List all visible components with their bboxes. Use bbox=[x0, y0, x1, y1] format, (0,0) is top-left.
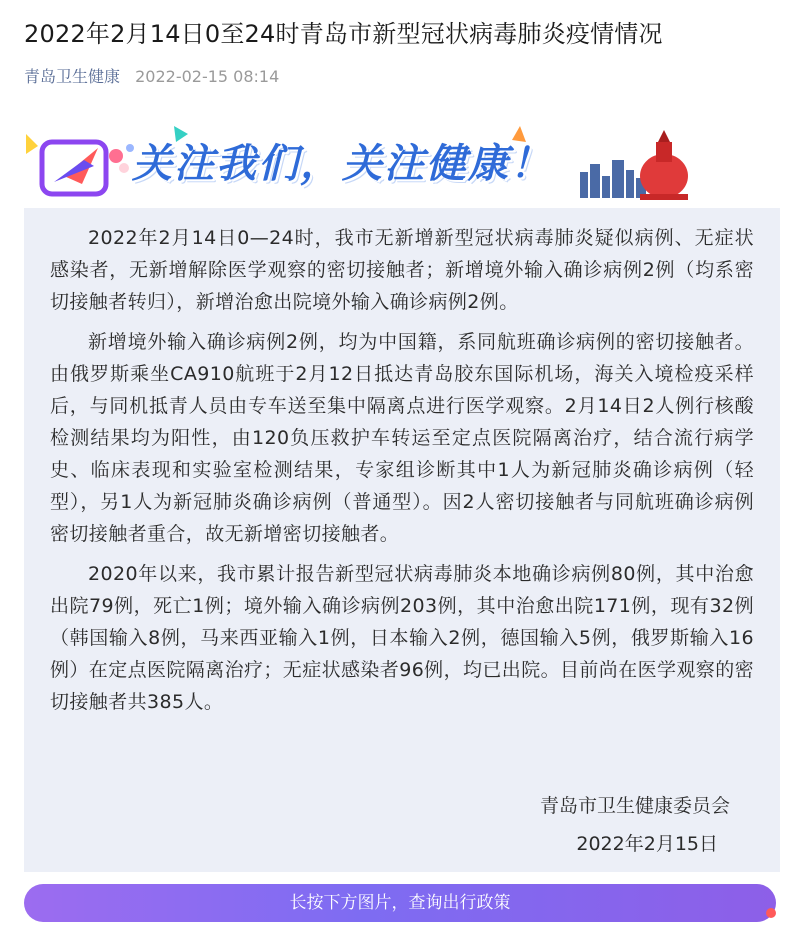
signature-date: 2022年2月15日 bbox=[576, 833, 718, 855]
article-meta bbox=[24, 64, 279, 90]
follow-banner bbox=[24, 120, 780, 208]
red-landmark-icon bbox=[640, 130, 688, 200]
paragraph-2: 新增境外输入确诊病例2例，均为中国籍，系同航班确诊病例的密切接触者。由俄罗斯乘坐CA910航班于2月12日抵达青岛胶东国际机场，海关入境检疫采样后，与同机抵青人员由专车送至集中隔离点进行医学观察。2月14日2人例行核酸检测结果均为阳性，由120负压救护车转运至定点医院隔离治疗，结合流行病学史、临床表现和实验室检测结果，专家组诊断其中1人为新冠肺炎确诊病例（轻型），另1人为新冠肺炎确诊病例（普通型）。因2人密切接触者与同航班确诊病例密切接触者重合，故无新增密切接触者。 bbox=[50, 331, 754, 545]
light-pink-dot-icon bbox=[119, 163, 129, 173]
city-skyline-icon bbox=[580, 160, 646, 198]
corner-star-icon bbox=[764, 906, 778, 920]
signature-organization: 青岛市卫生健康委员会 bbox=[539, 795, 730, 817]
paragraph-1: 2022年2月14日0—24时，我市无新增新型冠状病毒肺炎疑似病例、无症状感染者，无新增解除医学观察的密切接触者；新增境外输入确诊病例2例（均系密切接触者转归），新增治愈出院境外输入确诊病例2例。 bbox=[50, 227, 754, 313]
arrow-share-icon bbox=[42, 142, 106, 194]
publish-date: 2022-02-15 08:14 bbox=[135, 67, 280, 86]
account-name-link[interactable]: 青岛卫生健康 bbox=[24, 67, 121, 86]
paragraph-3: 2020年以来，我市累计报告新型冠状病毒肺炎本地确诊病例80例，其中治愈出院79例，死亡1例；境外输入确诊病例203例，其中治愈出院171例，现有32例（韩国输入8例，马来西亚输入1例，日本输入2例，德国输入5例，俄罗斯输入16例）在定点医院隔离治疗；无症状感染者96例，均已出院。目前尚在医学观察的密切接触者共385人。 bbox=[50, 563, 754, 713]
travel-policy-banner[interactable]: 长按下方图片，查询出行政策 bbox=[24, 884, 776, 922]
article-body bbox=[24, 208, 780, 872]
pink-dot-icon bbox=[109, 149, 123, 163]
article-title: 2022年2月14日0至24时青岛市新型冠状病毒肺炎疫情情况 bbox=[24, 20, 663, 48]
yellow-triangle-icon bbox=[26, 134, 38, 154]
banner-slogan: 关注我们，关注健康！ bbox=[132, 141, 552, 187]
